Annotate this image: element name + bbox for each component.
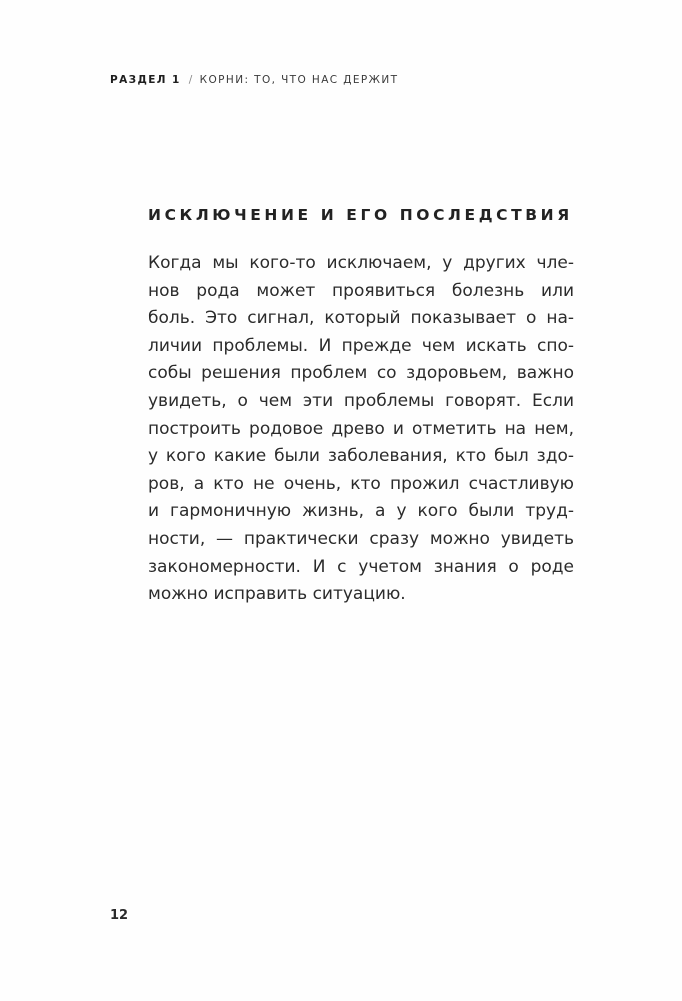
body-line: ности, — практически сразу можно увидеть [148,528,574,549]
body-line: построить родовое древо и отметить на нем, [148,418,574,439]
body-line: и гармоничную жизнь, а у кого были труд- [148,501,574,522]
chapter-title: КОРНИ: ТО, ЧТО НАС ДЕРЖИТ [199,74,399,86]
body-line: собы решения проблем со здоровьем, важно [148,363,574,384]
body-paragraph [148,250,574,609]
page-number: 12 [110,908,129,923]
body-line: у кого какие были заболевания, кто был здо- [148,446,574,467]
body-line: Когда мы кого-то исключаем, у других чле- [148,253,574,273]
header-separator: / [188,74,194,86]
body-line: закономерности. И с учетом знания о роде [148,556,574,577]
section-label: РАЗДЕЛ 1 [110,74,181,86]
body-line: боль. Это сигнал, который показывает о на- [148,308,574,329]
body-line: увидеть, о чем эти проблемы говорят. Если [148,390,574,411]
body-line: можно исправить ситуацию. [148,584,406,605]
body-line: нов рода может проявиться болезнь или [148,280,574,301]
body-line: ров, а кто не очень, кто прожил счастливую [148,473,574,494]
running-header [110,72,398,88]
body-line: личии проблемы. И прежде чем искать спо- [148,335,574,356]
section-heading: ИСКЛЮЧЕНИЕ И ЕГО ПОСЛЕДСТВИЯ [148,206,573,224]
